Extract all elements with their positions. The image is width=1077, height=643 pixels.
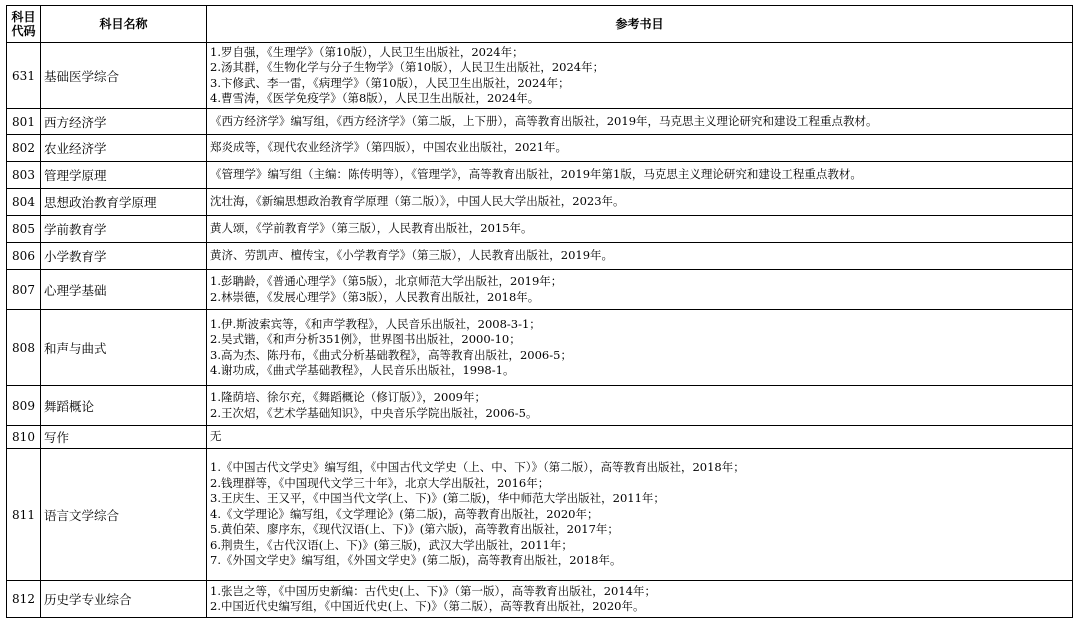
reference-book-entry: 1.张岂之等，《中国历史新编：古代史(上、下)》（第一版），高等教育出版社，2014年； xyxy=(210,583,656,598)
subject-code-cell: 806 xyxy=(7,243,41,270)
reference-book-entry: 1.罗自强，《生理学》（第10版），人民卫生出版社，2024年； xyxy=(210,44,524,59)
table-row xyxy=(7,449,1073,581)
reference-book-entry: 2.中国近代史编写组，《中国近代史(上、下)》（第二版），高等教育出版社，2020年。 xyxy=(210,599,645,613)
subject-code-cell: 811 xyxy=(7,449,41,581)
reference-book-entry: 黄人颂，《学前教育学》（第三版），人民教育出版社，2015年。 xyxy=(210,221,533,236)
reference-book-entry: 《管理学》编写组（主编：陈传明等），《管理学》，高等教育出版社，2019年第1版，马克思主义理论研究和建设工程重点教材。 xyxy=(210,167,862,182)
reference-book-entry: 2.吴式锴，《和声分析351例》，世界图书出版社，2000-10； xyxy=(210,332,521,346)
reference-books-cell xyxy=(207,386,1073,426)
subject-code-cell: 803 xyxy=(7,162,41,189)
reference-book-entry: 6.荆贵生，《古代汉语(上、下)》(第三版)，武汉大学出版社，2011年； xyxy=(210,537,573,552)
reference-books-cell xyxy=(207,426,1073,449)
subject-name-cell: 语言文学综合 xyxy=(41,449,207,581)
header-subject-name: 科目名称 xyxy=(41,6,207,43)
table-body xyxy=(7,43,1073,618)
reference-book-entry: 郑炎成等，《现代农业经济学》（第四版），中国农业出版社，2021年。 xyxy=(210,140,568,155)
reference-books-cell xyxy=(207,162,1073,189)
table-row xyxy=(7,189,1073,216)
table-row xyxy=(7,426,1073,449)
subject-name-cell: 舞蹈概论 xyxy=(41,386,207,426)
reference-book-entry: 1.彭聃龄，《普通心理学》（第5版），北京师范大学出版社，2019年； xyxy=(210,274,563,288)
reference-book-entry: 无 xyxy=(210,429,222,444)
table-row xyxy=(7,162,1073,189)
subject-code-cell: 801 xyxy=(7,109,41,135)
reference-books-cell xyxy=(207,216,1073,243)
reference-book-entry: 4.曹雪涛，《医学免疫学》（第8版），人民卫生出版社，2024年。 xyxy=(210,91,540,105)
subject-code-cell: 810 xyxy=(7,426,41,449)
reference-books-cell xyxy=(207,449,1073,581)
subject-name-cell: 心理学基础 xyxy=(41,270,207,310)
reference-books-cell xyxy=(207,581,1073,618)
subject-name-cell: 基础医学综合 xyxy=(41,43,207,109)
subject-code-cell: 809 xyxy=(7,386,41,426)
table-row xyxy=(7,270,1073,310)
subject-code-cell: 807 xyxy=(7,270,41,310)
table-row xyxy=(7,581,1073,618)
reference-book-entry: 1.《中国古代文学史》编写组，《中国古代文学史（上、中、下）》（第二版），高等教育出版社，2018年； xyxy=(210,460,745,475)
reference-book-entry: 2.林崇德，《发展心理学》（第3版），人民教育出版社，2018年。 xyxy=(210,289,540,304)
subject-name-cell: 管理学原理 xyxy=(41,162,207,189)
table-row xyxy=(7,386,1073,426)
reference-book-entry: 1.隆荫培、徐尔充，《舞蹈概论（修订版）》，2009年； xyxy=(210,390,486,404)
reference-book-entry: 2.汤其群，《生物化学与分子生物学》（第10版），人民卫生出版社，2024年； xyxy=(210,60,605,74)
table-row xyxy=(7,310,1073,386)
reference-books-cell xyxy=(207,310,1073,386)
reference-book-entry: 3.王庆生、王又平，《中国当代文学(上、下)》(第二版)，华中师范大学出版社，2011年； xyxy=(210,491,665,506)
reference-book-entry: 2.钱理群等，《中国现代文学三十年》，北京大学出版社，2016年； xyxy=(210,475,550,490)
subject-code-cell: 804 xyxy=(7,189,41,216)
reference-book-entry: 4.《文学理论》编写组，《文学理论》(第二版)，高等教育出版社，2020年； xyxy=(210,506,599,521)
table-row xyxy=(7,216,1073,243)
reference-book-entry: 7.《外国文学史》编写组，《外国文学史》(第二版)，高等教育出版社，2018年。 xyxy=(210,553,622,568)
subject-name-cell: 农业经济学 xyxy=(41,135,207,162)
subject-name-cell: 历史学专业综合 xyxy=(41,581,207,618)
reference-book-entry: 黄济、劳凯声、檀传宝，《小学教育学》（第三版），人民教育出版社，2019年。 xyxy=(210,248,614,263)
subject-name-cell: 西方经济学 xyxy=(41,109,207,135)
table-row xyxy=(7,43,1073,109)
subject-name-cell: 和声与曲式 xyxy=(41,310,207,386)
subject-code-cell: 802 xyxy=(7,135,41,162)
reference-book-entry: 1.伊.斯波索宾等，《和声学教程》，人民音乐出版社，2008-3-1； xyxy=(210,316,541,331)
reference-books-cell xyxy=(207,109,1073,135)
table-row xyxy=(7,243,1073,270)
reference-books-cell xyxy=(207,43,1073,109)
reference-book-entry: 5.黄伯荣、廖序东，《现代汉语(上、下)》(第六版)，高等教育出版社，2017年； xyxy=(210,522,619,537)
reference-books-cell xyxy=(207,135,1073,162)
subject-name-cell: 学前教育学 xyxy=(41,216,207,243)
reference-book-entry: 《西方经济学》编写组，《西方经济学》（第二版，上下册），高等教育出版社，2019年，马克思主义理论研究和建设工程重点教材。 xyxy=(210,113,878,128)
reference-books-cell xyxy=(207,189,1073,216)
reference-book-entry: 4.谢功成，《曲式学基础教程》，人民音乐出版社，1998-1。 xyxy=(210,363,515,377)
table-row xyxy=(7,135,1073,162)
reference-book-entry: 3.卞修武、李一雷，《病理学》（第10版），人民卫生出版社，2024年； xyxy=(210,75,570,90)
subject-name-cell: 小学教育学 xyxy=(41,243,207,270)
reference-book-entry: 3.高为杰、陈丹布，《曲式分析基础教程》，高等教育出版社，2006-5； xyxy=(210,347,572,362)
subject-name-cell: 思想政治教育学原理 xyxy=(41,189,207,216)
reference-books-cell xyxy=(207,243,1073,270)
subject-code-cell: 805 xyxy=(7,216,41,243)
reference-books-cell xyxy=(207,270,1073,310)
subject-name-cell: 写作 xyxy=(41,426,207,449)
header-reference-books: 参考书目 xyxy=(207,6,1073,43)
table-header-row xyxy=(7,6,1073,43)
subject-code-cell: 812 xyxy=(7,581,41,618)
header-subject-code: 科目代码 xyxy=(7,6,41,43)
reference-books-table xyxy=(6,5,1073,618)
reference-book-entry: 2.王次炤，《艺术学基础知识》，中央音乐学院出版社，2006-5。 xyxy=(210,405,538,420)
subject-code-cell: 631 xyxy=(7,43,41,109)
subject-code-cell: 808 xyxy=(7,310,41,386)
table-row xyxy=(7,109,1073,135)
reference-book-entry: 沈壮海，《新编思想政治教育学原理（第二版）》，中国人民大学出版社，2023年。 xyxy=(210,194,625,209)
